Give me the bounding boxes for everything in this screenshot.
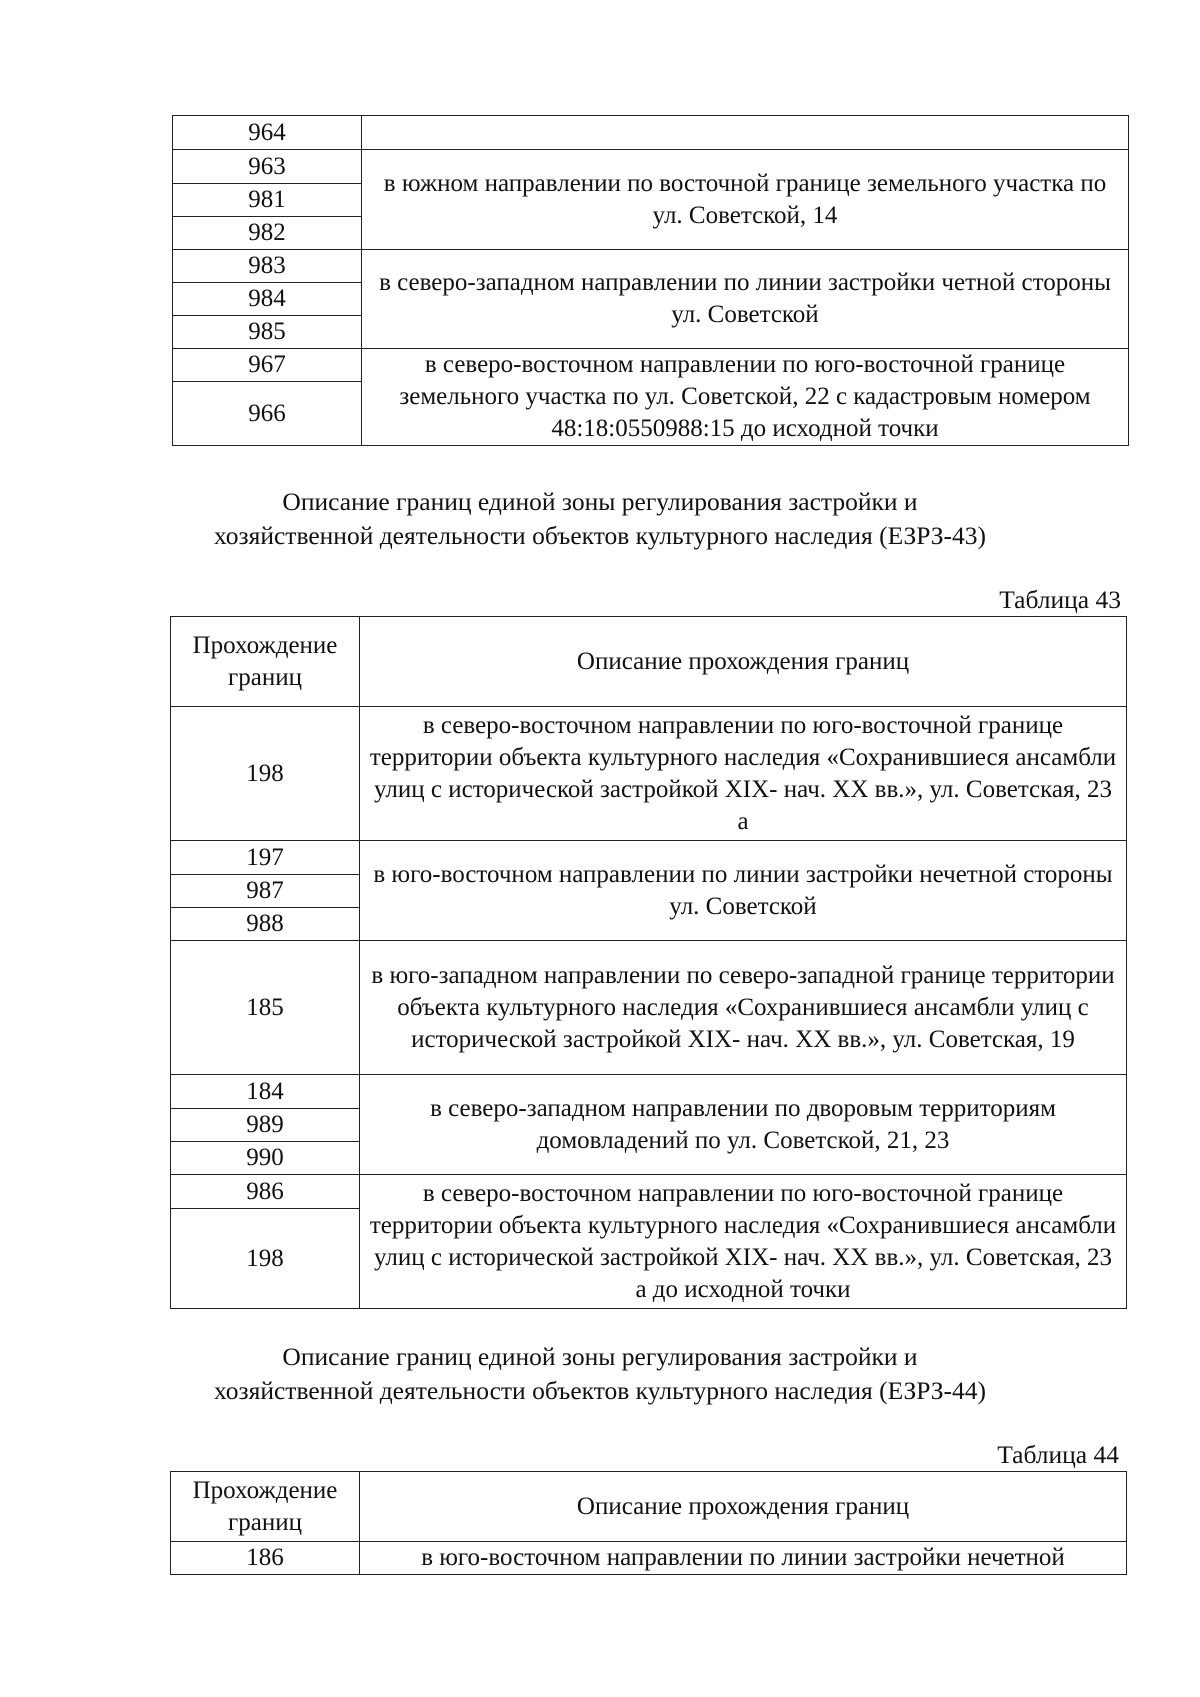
- column-header: Прохождение границ: [171, 617, 360, 707]
- column-header: Описание прохождения границ: [360, 617, 1127, 707]
- point-number: 197: [171, 841, 360, 875]
- table-row: [171, 1542, 1127, 1575]
- point-number: 966: [173, 382, 362, 446]
- table-row: [173, 250, 1129, 283]
- point-number: 987: [171, 875, 360, 908]
- column-header: Описание прохождения границ: [360, 1472, 1127, 1542]
- table-caption: Таблица 43: [999, 585, 1121, 614]
- point-number: 990: [171, 1142, 360, 1175]
- table-header-row: [171, 617, 1127, 707]
- table-row: [171, 707, 1127, 841]
- heading-line: Описание границ единой зоны регулирования застройки и: [282, 1342, 918, 1371]
- point-number: 198: [171, 707, 360, 841]
- boundary-description: [362, 116, 1129, 150]
- point-number: 964: [173, 116, 362, 150]
- table-ezrz-43: [170, 616, 1127, 1309]
- table-row: [171, 1075, 1127, 1109]
- point-number: 198: [171, 1209, 360, 1309]
- table-row: [173, 116, 1129, 150]
- boundary-description: в северо-восточном направлении по юго-восточной границе территории объекта культурного наследия «Сохранившиеся ансамбли улиц с исторической застройкой XIX- нач. XX вв.», ул. Советская, 23 а: [360, 707, 1127, 841]
- point-number: 982: [173, 217, 362, 250]
- table-row: [171, 1175, 1127, 1209]
- point-number: 984: [173, 283, 362, 316]
- column-header: Прохождение границ: [171, 1472, 360, 1542]
- table-ezrz-44: [170, 1471, 1127, 1575]
- point-number: 985: [173, 316, 362, 349]
- section-heading-ezrz-43: [150, 485, 1050, 553]
- boundary-description: в юго-восточном направлении по линии застройки нечетной стороны ул. Советской: [360, 841, 1127, 941]
- table-caption: Таблица 44: [997, 1440, 1119, 1469]
- heading-line: хозяйственной деятельности объектов культурного наследия (ЕЗРЗ-43): [214, 521, 986, 550]
- table-previous-zone: [172, 115, 1129, 446]
- boundary-description: в южном направлении по восточной границе земельного участка по ул. Советской, 14: [362, 150, 1129, 250]
- boundary-description: в северо-восточном направлении по юго-восточной границе земельного участка по ул. Советской, 22 с кадастровым номером 48:18:0550988:15 до исходной точки: [362, 349, 1129, 446]
- table-row: [173, 150, 1129, 184]
- point-number: 963: [173, 150, 362, 184]
- table-header-row: [171, 1472, 1127, 1542]
- point-number: 989: [171, 1109, 360, 1142]
- point-number: 967: [173, 349, 362, 382]
- point-number: 983: [173, 250, 362, 283]
- point-number: 185: [171, 941, 360, 1075]
- point-number: 186: [171, 1542, 360, 1575]
- boundary-description: в северо-западном направлении по линии застройки четной стороны ул. Советской: [362, 250, 1129, 349]
- heading-line: хозяйственной деятельности объектов культурного наследия (ЕЗРЗ-44): [214, 1376, 986, 1405]
- point-number: 981: [173, 184, 362, 217]
- table-row: [171, 841, 1127, 875]
- heading-line: Описание границ единой зоны регулирования застройки и: [282, 487, 918, 516]
- point-number: 988: [171, 908, 360, 941]
- boundary-description: в северо-восточном направлении по юго-восточной границе территории объекта культурного наследия «Сохранившиеся ансамбли улиц с исторической застройкой XIX- нач. XX вв.», ул. Советская, 23 а до исходной точки: [360, 1175, 1127, 1309]
- section-heading-ezrz-44: [150, 1340, 1050, 1408]
- table-row: [171, 941, 1127, 1075]
- point-number: 986: [171, 1175, 360, 1209]
- boundary-description: в юго-восточном направлении по линии застройки нечетной: [360, 1542, 1127, 1575]
- table-row: [173, 349, 1129, 382]
- boundary-description: в юго-западном направлении по северо-западной границе территории объекта культурного наследия «Сохранившиеся ансамбли улиц с исторической застройкой XIX- нач. XX вв.», ул. Советская, 19: [360, 941, 1127, 1075]
- point-number: 184: [171, 1075, 360, 1109]
- boundary-description: в северо-западном направлении по дворовым территориям домовладений по ул. Советской, 21, 23: [360, 1075, 1127, 1175]
